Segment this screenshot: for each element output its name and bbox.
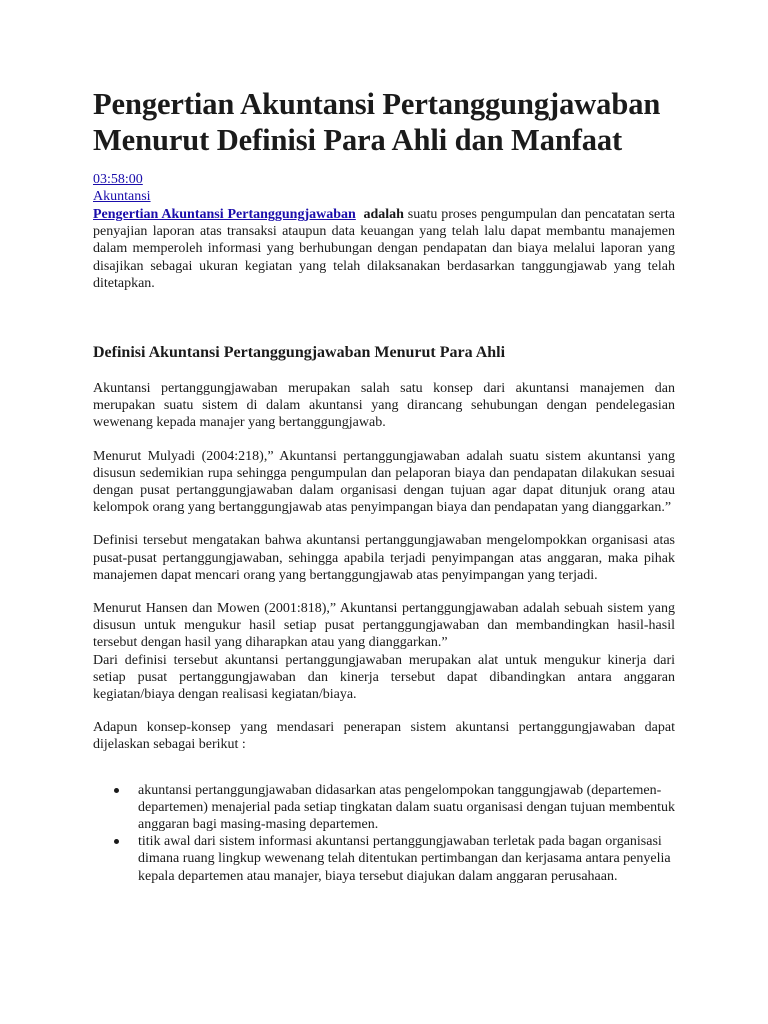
article-meta xyxy=(93,171,675,205)
intro-keyword-link[interactable]: Pengertian Akuntansi Pertanggungjawaban xyxy=(93,207,356,222)
list-item xyxy=(138,833,675,885)
section-heading: Definisi Akuntansi Pertanggungjawaban Menurut Para Ahli xyxy=(93,344,506,362)
bullet-icon xyxy=(114,788,119,793)
article-title: Pengertian Akuntansi Pertanggungjawaban Menurut Definisi Para Ahli dan Manfaat xyxy=(93,87,661,157)
bullet-icon xyxy=(114,839,119,844)
list-item xyxy=(138,782,675,834)
paragraph-hansen-quote: Menurut Hansen dan Mowen (2001:818),” Akuntansi pertanggungjawaban adalah sebuah sistem yang disusun untuk mengukur hasil setiap pusat pertanggungjawaban dan membandingkan hasil-hasil tersebut dengan hasil yang diharapkan atau yang dianggarkan.” xyxy=(93,601,675,651)
list-item-text: titik awal dari sistem informasi akuntansi pertanggungjawaban terletak pada bagan organisasi dimana ruang lingkup wewenang telah ditentukan pertimbangan dan kerjasama antara penyelia kepala departemen atau manajer, biaya tersebut diajukan dalam anggaran perusahaan. xyxy=(138,834,671,884)
category-link[interactable]: Akuntansi xyxy=(93,189,151,204)
paragraph-3: Definisi tersebut mengatakan bahwa akuntansi pertanggungjawaban mengelompokkan organisasi atas pusat-pusat pertanggungjawaban, sehingga apabila terjadi penyimpangan atas anggaran, maka pihak manajemen dapat mencari orang yang bertanggungjawab atas penyimpangan yang terjadi. xyxy=(93,533,675,583)
paragraph-5: Dari definisi tersebut akuntansi pertanggungjawaban merupakan alat untuk mengukur kinerja dari setiap pusat pertanggungjawaban dan kinerja tersebut dapat dibandingkan antara anggaran kegiatan/biaya dengan realisasi kegiatan/biaya. xyxy=(93,652,675,703)
list-item-text: akuntansi pertanggungjawaban didasarkan atas pengelompokan tanggungjawab (departemen-departemen) menajerial pada setiap tingkatan dalam suatu organisasi dengan tujuan membentuk anggaran bagi masing-masing departemen. xyxy=(138,782,676,833)
intro-text: suatu proses pengumpulan dan pencatatan serta penyajian laporan atas transaksi ataupun data keuangan yang telah lalu dapat membantu manajemen dalam memperoleh informasi yang berhubungan dengan pendapatan dan biaya melalui laporan yang disajikan sebagai ukuran kegiatan yang telah dilaksanakan berdasarkan tanggungjawab yang telah ditetapkan. xyxy=(93,207,675,291)
concept-list xyxy=(93,782,675,885)
intro-paragraph xyxy=(93,206,675,292)
intro-bold-word: adalah xyxy=(363,207,404,222)
paragraph-1: Akuntansi pertanggungjawaban merupakan salah satu konsep dari akuntansi manajemen dan merupakan suatu sistem di dalam akuntansi yang dirancang sehubungan dengan pendelegasian wewenang kepada manajer yang bertanggungjawab. xyxy=(93,381,675,431)
post-time-link[interactable]: 03:58:00 xyxy=(93,172,143,187)
paragraph-6: Adapun konsep-konsep yang mendasari penerapan sistem akuntansi pertanggungjawaban dapat dijelaskan sebagai berikut : xyxy=(93,720,675,753)
paragraph-mulyadi-quote: Menurut Mulyadi (2004:218),” Akuntansi pertanggungjawaban adalah suatu sistem akuntansi yang disusun sedemikian rupa sehingga pengumpulan dan pelaporan biaya dan pendapatan dilakukan sesuai dengan pusat pertanggungjawaban dalam organisasi dengan tujuan agar dapat ditunjuk orang atau kelompok orang yang bertanggungjawab atas penyimpangan biaya dan pendapatan yang dianggarkan.” xyxy=(93,448,675,516)
